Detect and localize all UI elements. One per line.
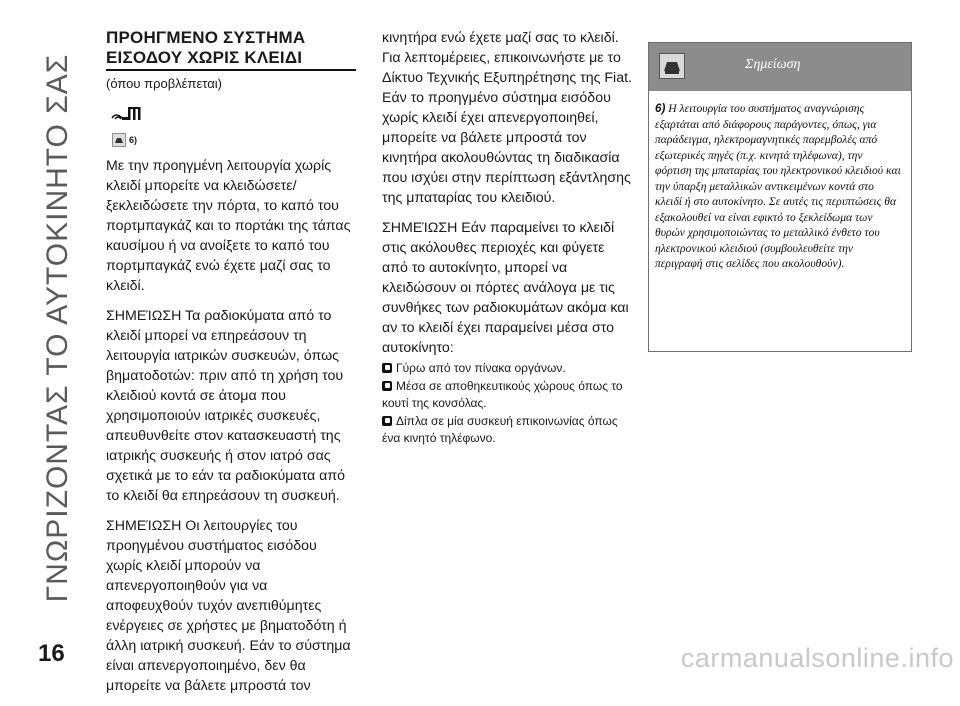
- paragraph-intro: Με την προηγμένη λειτουργία χωρίς κλειδί μπορείτε να κλειδώσετε/ ξεκλειδώσετε την πόρτα, το καπό του πορτμπαγκάζ και το πορτάκι της τάπας καυσίμου ή να ανοίξετε το καπό του πορτμπαγκάζ ενώ έχετε μαζί σας το κλειδί.: [106, 158, 351, 294]
- section-title-line2: ΕΙΣΟΔΟΥ ΧΩΡΙΣ ΚΛΕΙΔΙ: [106, 48, 303, 67]
- note-number: 6): [655, 102, 666, 115]
- title-underline: [106, 69, 356, 71]
- bullet-icon: [382, 381, 392, 391]
- chapter-side-tab: [36, 28, 80, 628]
- bullet-icon: [382, 363, 392, 373]
- note-header: [649, 43, 911, 91]
- paragraph-continued: κινητήρα ενώ έχετε μαζί σας το κλειδί. Για λεπτομέρειες, επικοινωνήστε με το Δίκτυο Τεχνικής Εξυπηρέτησης της Fiat. Εάν το προηγμένο σύστημα εισόδου χωρίς κλειδί έχει απενεργοποιηθεί, μπορείτε να βάλετε μπροστά τον κινητήρα ακολουθώντας τη διαδικασία που ισχύει στην περίπτωση εξάντλησης της μπαταρίας του κλειδιού.: [382, 30, 632, 206]
- paragraph-note-disable: ΣΗΜΕΊΩΣΗ Οι λειτουργίες του προηγμένου συστήματος εισόδου χωρίς κλειδί μπορούν να απενεργοποιηθούν για να αποφευχθούν τυχόν ανεπιθύμητες ενέργειες σε χρήστες με βηματοδότη ή άλλη ιατρική συσκευή. Εάν το σύστημα είναι απενεργοποιημένο, δεν θα μπορείτε να βάλετε μπροστά τον: [106, 518, 351, 694]
- note-reference: [112, 130, 356, 150]
- paragraph-note-radio: ΣΗΜΕΊΩΣΗ Τα ραδιοκύματα από το κλειδί μπορεί να επηρεάσουν τη λειτουργία ιατρικών συσκευών, όπως βηματοδοτών: πριν από τη χρήση του κλειδιού κοντά σε άτομα που χρησιμοποιούν ιατρικές συσκευές, απευθυνθείτε στον κατασκευαστή της ιατρικής συσκευής ή στον ιατρό σας σχετικά με το εάν τα ραδιοκύματα από το κλειδί θα επηρεάσουν τη συσκευή.: [106, 308, 346, 504]
- note-text: Η λειτουργία του συστήματος αναγνώρισης εξαρτάται από διάφορους παράγοντες, όπως, για παράδειγμα, ηλεκτρομαγνητικές παρεμβολές από εξωτερικές πηγές (π.χ. κινητά τηλέφωνα), την φόρτιση της μπαταρίας του ηλεκτρονικού κλειδιού και την ύπαρξη μεταλλικών αντικειμένων κοντά στο κλειδί ή στο αυτοκίνητο. Σε αυτές τις περιπτώσεις θα εξακολουθεί να είναι εφικτό το ξεκλείδωμα των θυρών χρησιμοποιώντας το μεταλλικό ένθετο του ηλεκτρονικού κλειδιού (συμβουλευθείτε την περιγραφή στις σελίδες που ακολουθούν).: [655, 102, 901, 270]
- car-note-icon: [112, 133, 126, 147]
- page-number: 16: [38, 640, 65, 667]
- section-subtitle: (όπου προβλέπεται): [106, 76, 222, 91]
- list-item: Μέσα σε αποθηκευτικούς χώρους όπως το κουτί της κονσόλας.: [382, 379, 623, 410]
- note-box: [648, 42, 912, 352]
- car-note-icon: [659, 53, 685, 79]
- note-body: [649, 91, 911, 272]
- column-left: [106, 28, 356, 706]
- chapter-title: ΓΝΩΡΙΖΟΝΤΑΣ ΤΟ ΑΥΤΟΚΙΝΗΤΟ ΣΑΣ: [41, 53, 74, 603]
- bullet-icon: [382, 416, 392, 426]
- note-reference-number: 6): [129, 135, 138, 145]
- keyless-entry-icon: [110, 104, 146, 124]
- note-header-label: Σημείωση: [745, 57, 801, 72]
- section-title-line1: ΠΡΟΗΓΜΕΝΟ ΣΥΣΤΗΜΑ: [106, 28, 306, 47]
- list-item: Γύρω από τον πίνακα οργάνων.: [382, 360, 632, 377]
- paragraph-note-locations: ΣΗΜΕΊΩΣΗ Εάν παραμείνει το κλειδί στις ακόλουθες περιοχές και φύγετε από το αυτοκίνητο, μπορεί να κλειδώσουν οι πόρτες ανάλογα με τις συνθήκες των ραδιοκυμάτων ακόμα και αν το κλειδί έχει παραμείνει μέσα στο αυτοκίνητο:: [382, 220, 629, 356]
- location-list: [382, 360, 632, 447]
- list-item: Δίπλα σε μία συσκευή επικοινωνίας όπως ένα κινητό τηλέφωνο.: [382, 414, 618, 445]
- watermark: carmanualsonline.info: [680, 643, 954, 673]
- column-middle: [382, 28, 632, 448]
